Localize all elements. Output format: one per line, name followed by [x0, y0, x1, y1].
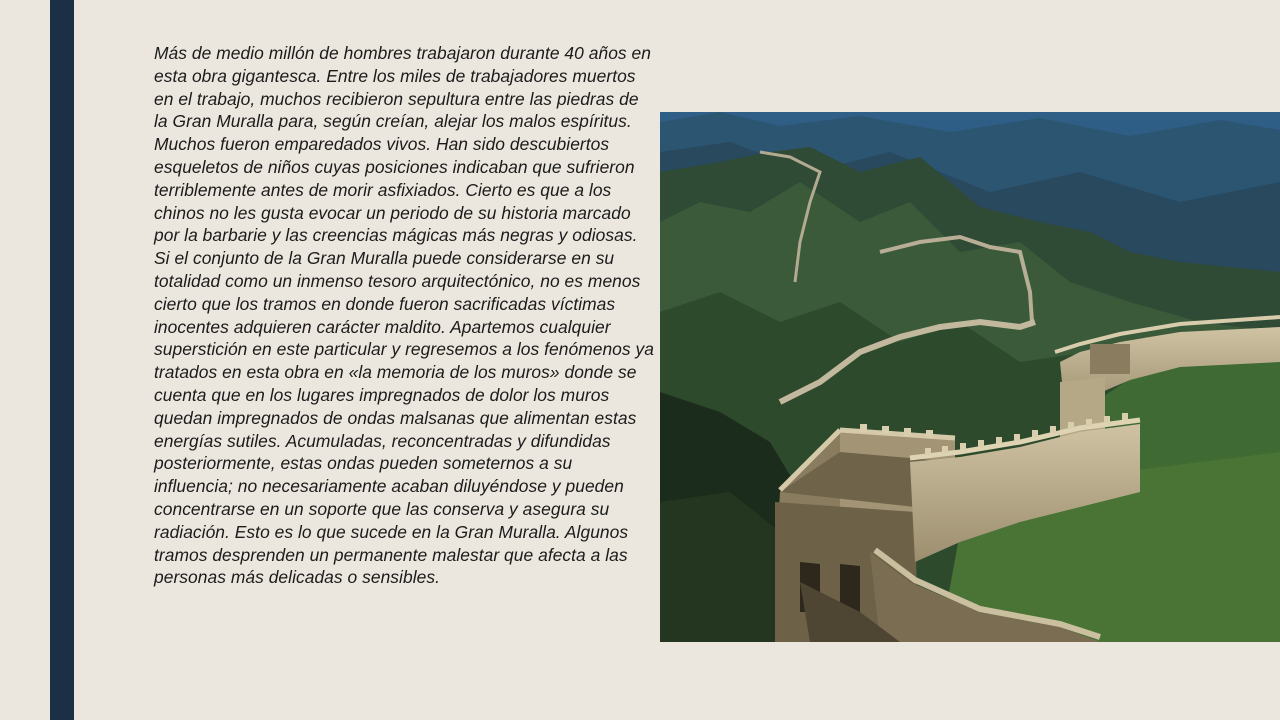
accent-sidebar-bar: [50, 0, 74, 720]
great-wall-photo: [660, 112, 1280, 642]
body-paragraph: Más de medio millón de hombres trabajaron durante 40 años en esta obra gigantesca. Entre los miles de trabajadores muertos en el trabajo, muchos recibieron sepultura entre las piedras de la Gran Muralla para, según creían, alejar los malos espíritus. Muchos fueron emparedados vivos. Han sido descubiertos esqueletos de niños cuyas posiciones indicaban que sufrieron terriblemente antes de morir asfixiados. Cierto es que a los chinos no les gusta evocar un periodo de su historia marcado por la barbarie y las creencias mágicas más negras y odiosas. Si el conjunto de la Gran Muralla puede considerarse en su totalidad como un inmenso tesoro arquitectónico, no es menos cierto que los tramos en donde fueron sacrificadas víctimas inocentes adquieren carácter maldito. Apartemos cualquier superstición en este particular y regresemos a los fenómenos ya tratados en esta obra en «la memoria de los muros» donde se cuenta que en los lugares impregnados de dolor los muros quedan impregnados de ondas malsanas que alimentan estas energías sutiles. Acumuladas, reconcentradas y difundidas posteriormente, estas ondas pueden someternos a su influencia; no necesariamente acaban diluyéndose y pueden concentrarse en un soporte que las conserva y asegura su radiación. Esto es lo que sucede en la Gran Muralla. Algunos tramos desprenden un permanente malestar que afecta a las personas más delicadas o sensibles.: [154, 43, 654, 588]
